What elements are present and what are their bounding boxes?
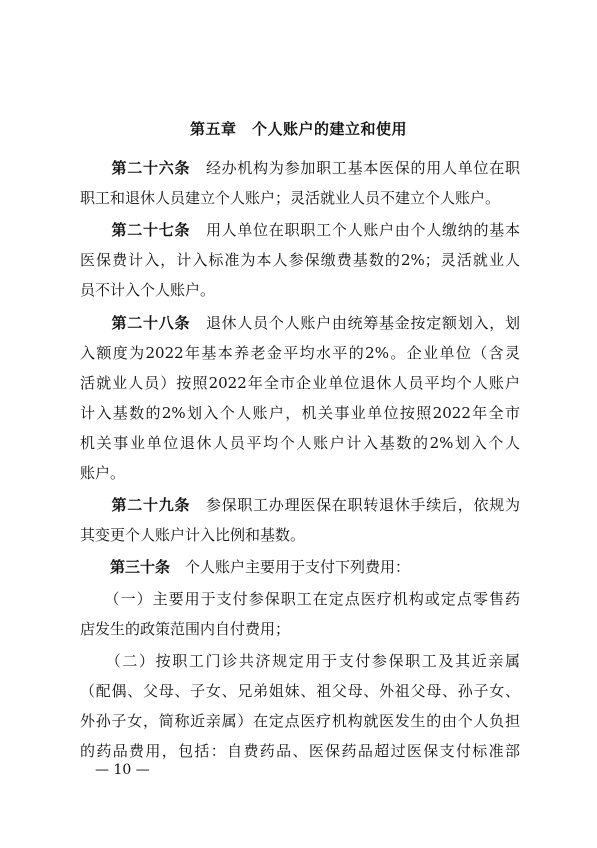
- clause-2-line-2: （配偶、父母、子女、兄弟姐妹、祖父母、外祖父母、孙子女、: [80, 682, 520, 700]
- article-26-line-1: 第二十六条 经办机构为参加职工基本医保的用人单位在职: [111, 159, 520, 177]
- article-28-number: 第二十八条: [111, 314, 191, 332]
- article-29-number: 第二十九条: [111, 496, 191, 514]
- article-28-line-5: 机关事业单位退休人员平均个人账户计入基数的2%划入个人: [80, 434, 520, 452]
- clause-2-line-1: （二）按职工门诊共济规定用于支付参保职工及其近亲属: [113, 652, 520, 670]
- page-number: — 10 —: [95, 762, 150, 778]
- article-29-line-1: 第二十九条 参保职工办理医保在职转退休手续后，依规为: [111, 496, 520, 514]
- article-28-line-3: 活就业人员）按照2022年全市企业单位退休人员平均个人账户: [80, 374, 520, 392]
- article-28-line-2: 入额度为2022年基本养老金平均水平的2%。企业单位（含灵: [80, 344, 520, 362]
- article-28-line-4: 计入基数的2%划入个人账户，机关事业单位按照2022年全市: [80, 404, 520, 422]
- article-27-line-2: 医保费计入，计入标准为本人参保缴费基数的2%；灵活就业人: [80, 251, 520, 269]
- clause-2-line-3: 外孙子女，简称近亲属）在定点医疗机构就医发生的由个人负担: [80, 712, 520, 730]
- article-29-line-2: 其变更个人账户计入比例和基数。: [80, 526, 306, 544]
- article-26-line-2: 职工和退休人员建立个人账户；灵活就业人员不建立个人账户。: [80, 189, 501, 207]
- clause-1-line-2: 店发生的政策范围内自付费用；: [80, 620, 291, 638]
- article-28-line-6: 账户。: [80, 464, 126, 482]
- article-26-number: 第二十六条: [111, 159, 191, 177]
- article-27-line-3: 员不计入个人账户。: [80, 281, 216, 299]
- article-28-line-1: 第二十八条 退休人员个人账户由统筹基金按定额划入，划: [111, 314, 520, 332]
- chapter-title: 第五章 个人账户的建立和使用: [189, 120, 407, 138]
- article-27-number: 第二十七条: [111, 221, 191, 239]
- clause-1-line-1: （一）主要用于支付参保职工在定点医疗机构或定点零售药: [112, 590, 520, 608]
- article-30-number: 第三十条: [110, 558, 171, 576]
- article-30-line-1: 第三十条 个人账户主要用于支付下列费用：: [110, 558, 411, 576]
- article-27-line-1: 第二十七条 用人单位在职职工个人账户由个人缴纳的基本: [111, 221, 520, 239]
- clause-2-line-4: 的药品费用，包括：自费药品、医保药品超过医保支付标准部: [80, 742, 520, 760]
